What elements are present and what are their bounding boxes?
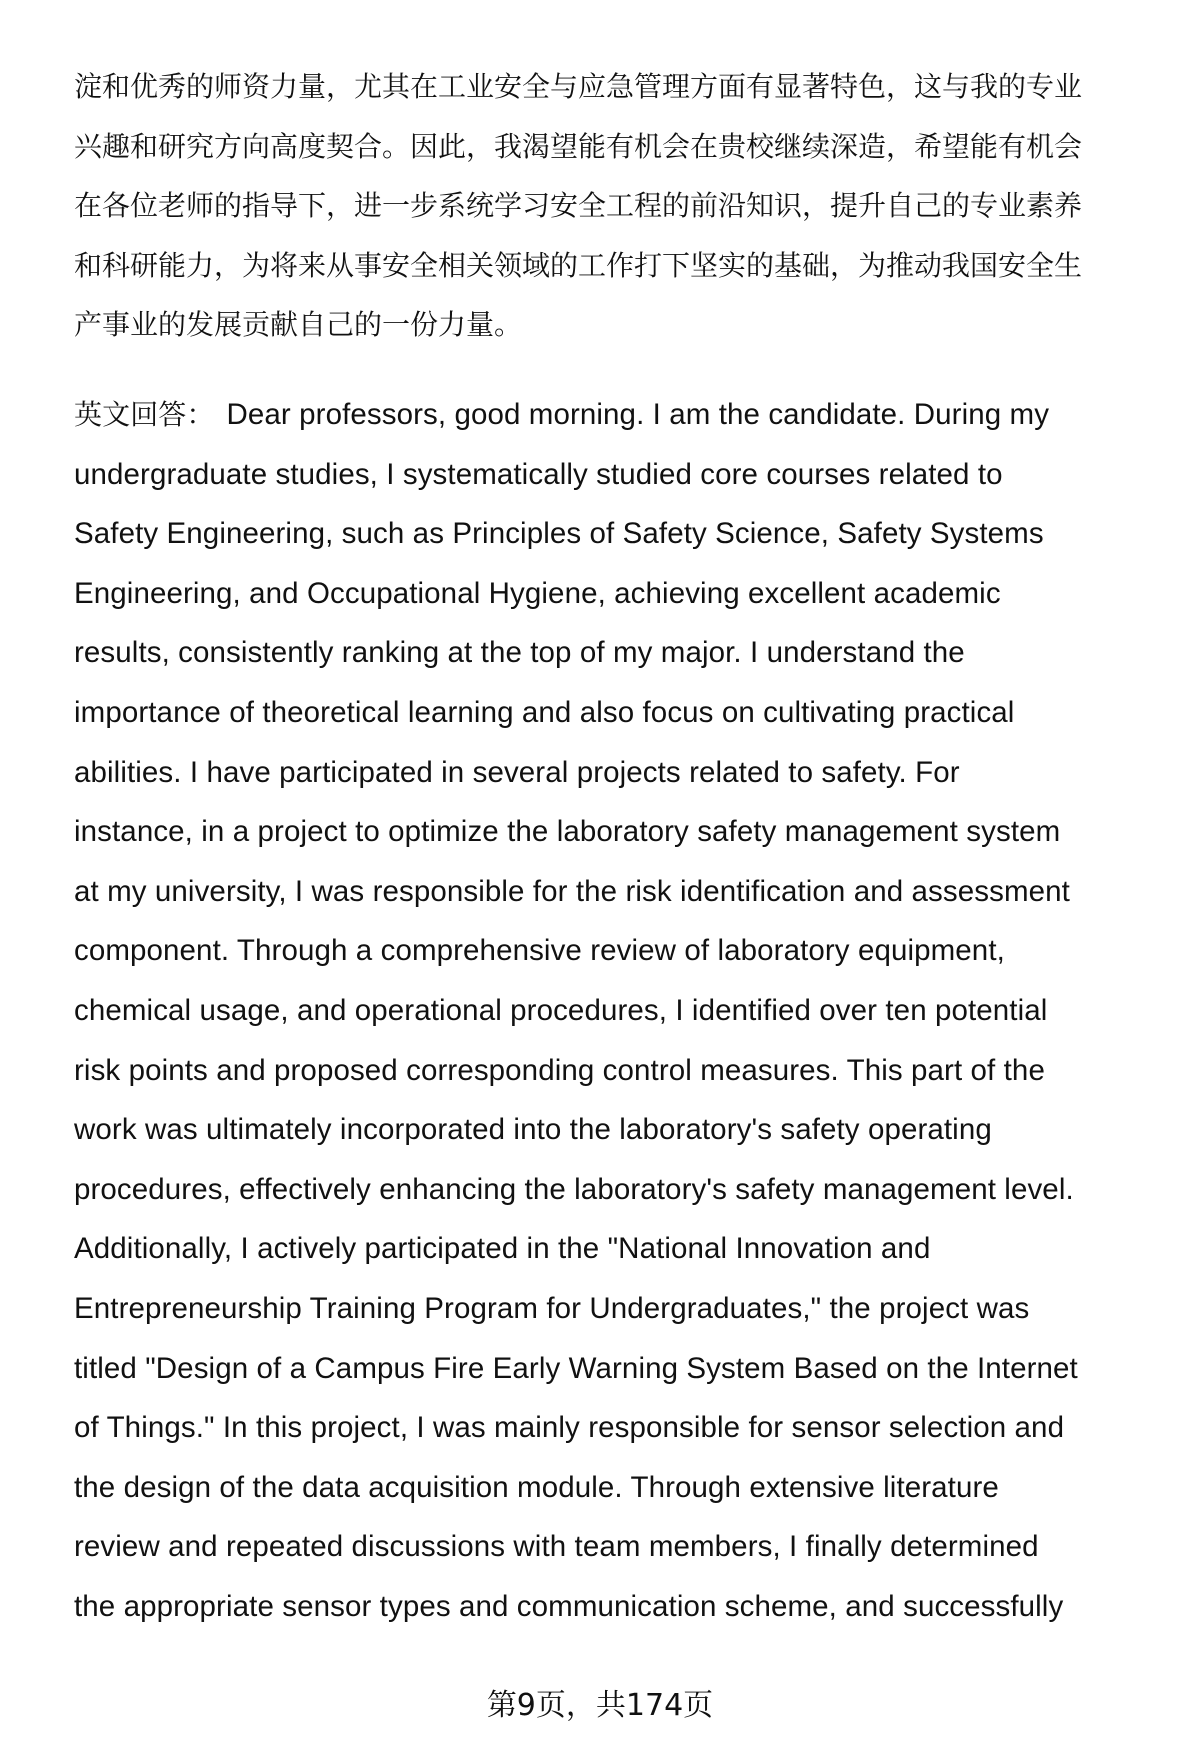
- english-text: undergraduate studies, I systematically studied core courses related to: [74, 457, 1003, 491]
- english-text-line: [74, 1172, 1074, 1208]
- english-text-line: [74, 993, 1047, 1029]
- english-text-line: [74, 1410, 1064, 1446]
- english-text-line: [74, 457, 1003, 493]
- english-text: Additionally, I actively participated in the "National Innovation and: [74, 1232, 931, 1266]
- english-text-line: [74, 933, 1005, 969]
- english-text: work was ultimately incorporated into the laboratory's safety operating: [74, 1113, 992, 1147]
- english-text: component. Through a comprehensive review of laboratory equipment,: [74, 934, 1005, 968]
- english-text: Safety Engineering, such as Principles of Safety Science, Safety Systems: [74, 517, 1044, 551]
- english-text-line: [74, 1112, 992, 1148]
- chinese-text-line: 和科研能力，为将来从事安全相关领域的工作打下坚实的基础，为推动我国安全生: [74, 248, 1083, 282]
- english-text-line: [74, 1529, 1039, 1565]
- english-text: instance, in a project to optimize the laboratory safety management system: [74, 815, 1061, 849]
- english-text: the appropriate sensor types and communication scheme, and successfully: [74, 1590, 1064, 1623]
- english-text-line: [74, 695, 1014, 731]
- english-text-line: [74, 1589, 1063, 1625]
- english-text-line: [74, 397, 1049, 433]
- chinese-text-line: 兴趣和研究方向高度契合。因此，我渴望能有机会在贵校继续深造，希望能有机会: [74, 129, 1083, 163]
- english-text-line: [74, 576, 1001, 612]
- chinese-text-line: 产事业的发展贡献自己的一份力量。: [74, 308, 523, 342]
- english-text: procedures, effectively enhancing the laboratory's safety management level.: [74, 1172, 1074, 1206]
- english-text: at my university, I was responsible for the risk identification and assessment: [74, 874, 1070, 908]
- english-text: Dear professors, good morning. I am the candidate. During my: [226, 398, 1050, 431]
- english-text-line: [74, 755, 960, 791]
- english-text-line: [74, 874, 1070, 910]
- english-text: Engineering, and Occupational Hygiene, achieving excellent academic: [74, 576, 1001, 610]
- english-text-line: [74, 814, 1060, 850]
- english-text-line: [74, 1291, 1029, 1327]
- english-text: results, consistently ranking at the top of my major. I understand the: [74, 636, 965, 670]
- english-text: of Things." In this project, I was mainly responsible for sensor selection and: [74, 1411, 1065, 1445]
- english-text: review and repeated discussions with team members, I finally determined: [74, 1530, 1039, 1564]
- english-text-line: [74, 635, 965, 671]
- chinese-text-line: 在各位老师的指导下，进一步系统学习安全工程的前沿知识，提升自己的专业素养: [74, 189, 1083, 223]
- page-number: 第9页，共174页: [486, 1688, 714, 1723]
- english-text-line: [74, 1470, 999, 1506]
- english-text: Entrepreneurship Training Program for Undergraduates," the project was: [74, 1292, 1030, 1325]
- english-text-line: [74, 1053, 1045, 1089]
- english-text-line: [74, 1351, 1078, 1387]
- english-text: titled "Design of a Campus Fire Early Warning System Based on the Internet: [74, 1351, 1078, 1385]
- chinese-text-line: 淀和优秀的师资力量，尤其在工业安全与应急管理方面有显著特色，这与我的专业: [74, 70, 1083, 103]
- english-text: importance of theoretical learning and also focus on cultivating practical: [74, 696, 1015, 729]
- english-text: risk points and proposed corresponding control measures. This part of the: [74, 1053, 1045, 1087]
- english-answer-label: 英文回答：: [74, 398, 215, 431]
- english-text-line: [74, 1231, 930, 1267]
- english-text-line: [74, 516, 1044, 552]
- english-text: the design of the data acquisition module. Through extensive literature: [74, 1470, 999, 1504]
- english-text: chemical usage, and operational procedures, I identified over ten potential: [74, 994, 1048, 1027]
- english-text: abilities. I have participated in several projects related to safety. For: [74, 755, 960, 789]
